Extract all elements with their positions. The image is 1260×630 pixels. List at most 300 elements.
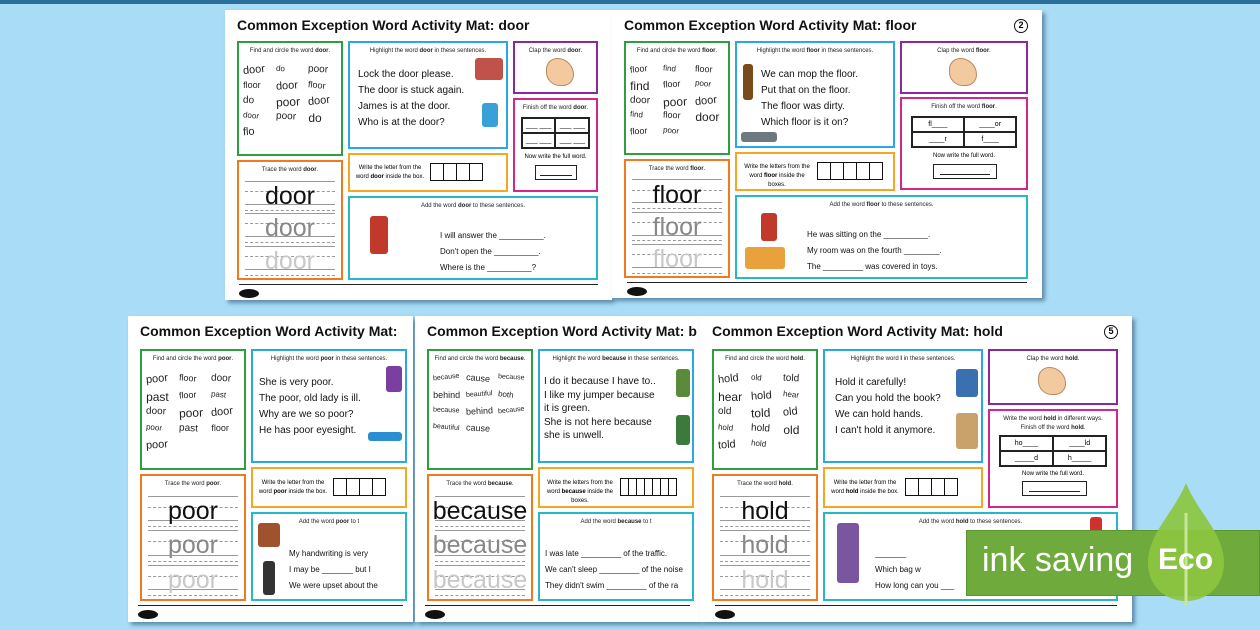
ink-saving-label: ink saving	[982, 541, 1134, 579]
sentence[interactable]: Can you hold the book?	[835, 393, 941, 404]
add-sentences	[289, 546, 378, 594]
sentence[interactable]: Why are we so poor?	[259, 409, 354, 420]
trace-word[interactable]: floor	[652, 180, 702, 209]
sentence[interactable]: The _________ was covered in toys.	[807, 262, 938, 272]
sentence[interactable]: she is unwell.	[544, 430, 605, 441]
label-part: Trace the word	[164, 481, 207, 487]
trace-word[interactable]: hold	[741, 531, 789, 560]
cloud-word[interactable]: door	[695, 110, 720, 125]
finish-cell[interactable]: ____ld	[1053, 436, 1106, 451]
guide-line-dashed	[148, 561, 238, 562]
mop-clipart	[743, 64, 753, 100]
label-part: .	[316, 167, 319, 173]
write-letters-section	[823, 467, 983, 508]
find-and-circle-section	[427, 349, 533, 470]
trace-word[interactable]: hold	[741, 496, 789, 525]
instruction-label	[990, 356, 1116, 362]
finish-cell[interactable]: h_____	[1053, 451, 1106, 466]
label-part: because	[561, 488, 586, 495]
trace-word[interactable]: door	[264, 214, 316, 243]
sentence[interactable]: She is very poor.	[259, 377, 334, 388]
sentence[interactable]: I can't hold it anymore.	[835, 425, 936, 436]
label-part: Trace the word	[261, 167, 304, 173]
instruction-label	[714, 481, 816, 487]
find-and-circle-section	[712, 349, 818, 470]
label-part: in these sentences.	[432, 48, 487, 54]
instruction-label	[515, 48, 596, 54]
hand-writing-clipart	[258, 523, 280, 547]
letter-box[interactable]	[333, 478, 347, 496]
trace-word[interactable]: because	[432, 531, 528, 560]
letter-box[interactable]	[456, 163, 470, 181]
cloud-word[interactable]: behind	[465, 405, 493, 417]
label-part: Write the word	[1003, 416, 1044, 422]
finish-cell[interactable]: ho____	[1000, 436, 1053, 451]
label-part: .	[580, 48, 583, 54]
sentence[interactable]: My room was on the fourth ________.	[807, 246, 942, 256]
cloud-word[interactable]: do	[308, 110, 322, 125]
label-part: poor	[335, 519, 350, 525]
cloud-word[interactable]: floor	[211, 422, 229, 433]
twinkl-logo	[138, 610, 158, 619]
label-part: Clap the word	[1026, 356, 1066, 362]
boy-suit-clipart	[263, 561, 275, 595]
find-and-circle-section	[237, 41, 343, 156]
label-part: because	[602, 356, 627, 362]
cloud-word[interactable]: find	[662, 63, 677, 74]
cloud-word[interactable]: behind	[433, 389, 461, 400]
trace-word[interactable]: door	[264, 246, 316, 275]
label-part: Write the letters from the word	[546, 479, 613, 495]
trace-word[interactable]: door	[264, 181, 316, 210]
finish-cell[interactable]: ___ ___	[522, 118, 556, 133]
sentence[interactable]: James is at the door.	[358, 101, 451, 112]
cloud-word[interactable]: poor	[178, 405, 204, 421]
label-part: floor	[975, 48, 990, 54]
sentence[interactable]: I was late _________ of the traffic.	[545, 549, 668, 559]
label-part: Write the letter from the word	[258, 479, 325, 495]
letter-box[interactable]	[443, 163, 457, 181]
cloud-word[interactable]: poor	[662, 94, 688, 110]
house-car-clipart	[475, 58, 503, 80]
label-part: Add the word	[918, 519, 956, 525]
label-part: Highlight the word	[270, 356, 321, 362]
guide-line-dashed	[720, 595, 810, 596]
trace-word[interactable]: because	[432, 565, 528, 594]
highlight-section	[348, 41, 508, 149]
label-part: because	[499, 356, 524, 362]
cloud-word[interactable]: find	[630, 79, 650, 94]
cloud-word[interactable]: flo	[242, 125, 256, 139]
instruction-label	[990, 425, 1116, 431]
label-part: door	[419, 48, 433, 54]
now-write-label: Now write the full word.	[932, 153, 996, 159]
highlight-section	[823, 349, 983, 463]
cloud-word[interactable]: floor	[178, 389, 197, 401]
label-part: .	[989, 48, 991, 54]
cloud-word[interactable]: floor	[307, 78, 327, 91]
grandma-bags-clipart	[837, 523, 859, 583]
write-letters-section	[251, 467, 407, 508]
label-part: Finish off the word	[931, 104, 982, 110]
letter-box[interactable]	[931, 478, 945, 496]
trace-word[interactable]: because	[432, 496, 528, 525]
sentence[interactable]: I like my jumper because	[544, 389, 655, 401]
cloud-word[interactable]: beautiful	[432, 422, 460, 432]
cloud-word[interactable]: hear	[782, 388, 800, 400]
finish-grid	[521, 117, 591, 149]
letter-box[interactable]	[346, 478, 360, 496]
cloud-word[interactable]: because	[498, 405, 526, 416]
eyes-clipart	[368, 432, 402, 441]
cloud-word[interactable]: door	[694, 93, 718, 108]
cloud-word[interactable]: poor	[275, 94, 301, 110]
sentence[interactable]: He was sitting on the __________.	[807, 230, 931, 240]
cloud-word[interactable]: hold	[717, 372, 740, 387]
cloud-word[interactable]: old	[717, 405, 732, 418]
instruction-label	[258, 479, 328, 497]
finish-cell[interactable]: ____or	[964, 117, 1016, 132]
label-part: in different ways.	[1056, 416, 1103, 422]
label-part: because	[617, 519, 642, 525]
sentence[interactable]: My handwriting is very	[289, 549, 369, 559]
activity-mat-because	[415, 316, 700, 622]
cloud-word[interactable]: door	[211, 372, 232, 385]
girl-clipart	[676, 415, 690, 445]
trace-word[interactable]: poor	[167, 531, 219, 560]
letter-box[interactable]	[869, 162, 883, 180]
eco-label: Eco	[1158, 543, 1214, 576]
label-part: because	[487, 481, 512, 487]
instruction-label	[714, 356, 816, 362]
cloud-word[interactable]: cause	[465, 421, 491, 434]
finish-cell[interactable]: ___ ___	[522, 133, 556, 148]
highlight-sentences	[358, 67, 464, 131]
finish-cell[interactable]: f____	[964, 132, 1016, 147]
label-part: poor	[206, 481, 220, 487]
letter-boxes	[817, 162, 882, 180]
instruction-label	[540, 519, 692, 525]
sentence[interactable]: Which floor is it on?	[761, 117, 849, 128]
label-part: inside the boxes.	[768, 173, 805, 189]
boy-reading-clipart	[676, 369, 690, 397]
full-word-box[interactable]	[933, 164, 997, 179]
label-part: Find and circle the word	[725, 356, 791, 362]
letter-box[interactable]	[944, 478, 958, 496]
guide-line-dashed	[435, 595, 525, 596]
cloud-word[interactable]: because	[498, 373, 525, 383]
trace-word[interactable]: poor	[167, 565, 219, 594]
full-word-box[interactable]	[1022, 481, 1088, 496]
letter-box[interactable]	[817, 162, 831, 180]
label-part: floor	[763, 173, 778, 180]
label-part: Highlight the word	[756, 48, 807, 54]
letter-boxes	[905, 478, 957, 496]
find-and-circle-section	[140, 349, 246, 470]
letter-box[interactable]	[856, 162, 870, 180]
label-part: in these sentences.	[333, 356, 388, 362]
label-part: .	[1083, 425, 1086, 431]
now-write-label: Now write the full word.	[524, 154, 587, 160]
letter-box[interactable]	[830, 162, 844, 180]
page-number: 2	[1014, 19, 1028, 33]
cloud-word[interactable]: past	[210, 389, 227, 400]
cloud-word[interactable]: find	[629, 109, 644, 120]
instruction-label	[540, 356, 692, 362]
clapping-hands-icon	[546, 58, 574, 86]
finish-cell[interactable]: _____d	[1000, 451, 1053, 466]
sentence[interactable]: it is green.	[544, 403, 591, 414]
label-part: Find and circle the word	[636, 48, 703, 54]
instruction-label	[429, 481, 531, 487]
boy-clipart	[761, 213, 777, 241]
sentence[interactable]: I will answer the __________.	[440, 231, 546, 241]
clapping-hands-icon	[949, 58, 977, 86]
sentence[interactable]: I may be _______ but I	[289, 565, 371, 575]
add-sentences	[440, 228, 546, 276]
cloud-word[interactable]: hear	[718, 389, 743, 404]
label-part: .	[703, 166, 706, 172]
cloud-word[interactable]: hold	[750, 422, 770, 435]
cloud-word[interactable]: past	[146, 389, 169, 404]
label-part: door	[573, 105, 587, 111]
letter-box[interactable]	[918, 478, 932, 496]
label-part: Trace the word	[737, 481, 779, 487]
sentence[interactable]: We can hold hands.	[835, 409, 924, 420]
instruction-label	[253, 356, 405, 362]
cloud-word[interactable]: door	[210, 405, 234, 420]
cloud-word[interactable]: poor	[145, 372, 169, 387]
label-part: door	[303, 167, 317, 173]
sentence[interactable]: The floor was dirty.	[761, 101, 845, 112]
label-part: Add the word	[829, 202, 867, 208]
cloud-word[interactable]: told	[783, 372, 800, 385]
cloud-word[interactable]: old	[783, 422, 800, 437]
sentence[interactable]: We were upset about the	[289, 581, 378, 591]
label-part: door	[370, 174, 384, 181]
guide-line-dashed	[435, 561, 525, 562]
sentence[interactable]: Who is at the door?	[358, 117, 445, 128]
letter-box[interactable]	[668, 478, 677, 496]
cloud-word[interactable]: door	[242, 110, 260, 121]
sentence[interactable]: _______	[875, 549, 907, 559]
twinkl-logo	[627, 287, 647, 296]
cloud-word[interactable]: floor	[178, 372, 197, 385]
sentence[interactable]: The door is stuck again.	[358, 85, 465, 96]
sentence[interactable]: The poor, old lady is ill.	[259, 393, 361, 404]
cloud-word[interactable]: door	[275, 78, 299, 93]
trace-section	[237, 160, 343, 280]
cloud-word[interactable]: both	[497, 388, 515, 400]
clapping-hands-icon	[1038, 367, 1066, 395]
label-part: hold	[1071, 425, 1084, 431]
label-part: Find and circle the word	[152, 356, 219, 362]
cloud-word[interactable]: hold	[750, 438, 767, 449]
cloud-word[interactable]: floor	[629, 63, 649, 75]
cloud-word[interactable]: floor	[662, 78, 681, 90]
finish-cell[interactable]: ____r	[912, 132, 964, 147]
sentence[interactable]: Hold it carefully!	[835, 377, 907, 388]
cloud-word[interactable]: past	[178, 422, 198, 435]
cloud-word[interactable]: poor	[145, 438, 169, 452]
sentence[interactable]: I do it because I have to..	[544, 376, 656, 387]
instruction-label	[429, 356, 531, 362]
highlight-sentences	[544, 375, 656, 443]
cloud-word[interactable]: floor	[243, 79, 261, 90]
sentence[interactable]: She is not here because	[544, 416, 652, 428]
sentence[interactable]: Which bag w	[875, 565, 921, 575]
trace-section	[427, 474, 533, 601]
label-part: floor	[702, 48, 716, 54]
label-part: Clap the word	[528, 48, 568, 54]
instruction-label	[825, 519, 1116, 525]
cloud-word[interactable]: because	[432, 373, 460, 383]
cloud-word[interactable]: poor	[275, 110, 297, 123]
cloud-word[interactable]: hold	[717, 421, 734, 433]
label-part: Add the word	[420, 203, 458, 209]
label-part: Finish off the word	[1020, 425, 1072, 431]
cloud-word[interactable]: cause	[465, 372, 491, 385]
trace-section	[140, 474, 246, 601]
letter-box[interactable]	[843, 162, 857, 180]
cloud-word[interactable]: old	[782, 405, 799, 419]
cloud-word[interactable]: door	[307, 94, 331, 109]
label-part: Trace the word	[446, 481, 488, 487]
highlight-sentences	[761, 67, 858, 131]
write-letters-section	[735, 152, 895, 191]
sentence[interactable]: We can mop the floor.	[761, 69, 859, 80]
label-part: hold	[790, 356, 804, 362]
clap-section	[988, 349, 1118, 405]
label-part: floor	[806, 48, 820, 54]
finish-cell[interactable]: ___ ___	[555, 118, 589, 133]
sentence[interactable]: We can't sleep _________ of the noise	[545, 565, 683, 575]
sentence[interactable]: He has poor eyesight.	[259, 425, 357, 436]
sentence[interactable]: How long can you ___	[875, 581, 955, 591]
sentence[interactable]: Lock the door please.	[358, 69, 454, 80]
add-sentences	[875, 546, 954, 594]
label-part: .	[586, 105, 589, 111]
label-part: poor	[218, 356, 232, 362]
cloud-word[interactable]: floor	[629, 124, 648, 137]
highlight-section	[538, 349, 694, 463]
label-part: to these sentences.	[471, 203, 526, 209]
trace-word[interactable]: floor	[652, 212, 702, 241]
label-part: Write the letter from the word	[355, 165, 422, 181]
cloud-word[interactable]: floor	[695, 63, 714, 75]
label-part: Highlight the word	[850, 356, 901, 362]
cloud-word[interactable]: poor	[308, 63, 329, 76]
letter-box[interactable]	[359, 478, 373, 496]
sentence[interactable]: Don't open the __________.	[440, 247, 541, 257]
sentence[interactable]: They didn't swim _________ of the ra	[545, 581, 679, 591]
cloud-word[interactable]: because	[432, 406, 460, 415]
mat-title: Common Exception Word Activity Mat: hold	[712, 323, 1003, 339]
finish-cell[interactable]: fl____	[912, 117, 964, 132]
label-part: Highlight the word	[369, 48, 420, 54]
label-part: poor	[273, 488, 287, 495]
instruction-label	[742, 163, 812, 190]
footer-rule	[425, 605, 690, 606]
twinkl-logo	[239, 289, 259, 298]
cloud-word[interactable]: floor	[662, 109, 681, 121]
label-part: Highlight the word	[552, 356, 603, 362]
finish-cell[interactable]: ___ ___	[555, 133, 589, 148]
trace-section	[624, 159, 730, 278]
mat-title: Common Exception Word Activity Mat: door	[237, 17, 530, 33]
cloud-word[interactable]: door	[629, 94, 651, 107]
instruction-label	[626, 48, 728, 54]
cloud-word[interactable]: told	[717, 438, 737, 452]
label-part: in these sentences.	[819, 48, 874, 54]
label-part: inside the box.	[858, 488, 899, 495]
label-part: floor	[981, 104, 996, 110]
cloud-word[interactable]: poor	[662, 124, 680, 136]
letter-box[interactable]	[469, 163, 483, 181]
cloud-word[interactable]: old	[750, 372, 762, 383]
cloud-word[interactable]: do	[242, 95, 255, 107]
footer-rule	[715, 605, 1117, 606]
front-door-clipart	[370, 216, 388, 254]
trace-word[interactable]: hold	[741, 565, 789, 594]
building-clipart	[741, 132, 777, 142]
clap-section	[513, 41, 598, 94]
cloud-word[interactable]: told	[750, 405, 771, 421]
label-part: to t	[349, 519, 360, 525]
label-part: .	[803, 356, 805, 362]
letter-boxes	[333, 478, 385, 496]
instruction-label	[142, 356, 244, 362]
lady-clipart	[386, 366, 402, 392]
letter-boxes	[430, 163, 482, 181]
highlight-sentences	[835, 375, 941, 439]
letter-box[interactable]	[905, 478, 919, 496]
label-part: inside the boxes.	[571, 488, 614, 504]
instruction-label	[737, 48, 893, 54]
trace-word[interactable]: poor	[167, 496, 219, 525]
label-part: Add the word	[580, 519, 618, 525]
mat-title: Common Exception Word Activity Mat: floor	[624, 17, 917, 33]
cloud-word[interactable]: beautiful	[465, 389, 493, 399]
label-part: Trace the word	[648, 166, 691, 172]
add-word-section	[735, 195, 1028, 279]
footer-rule	[239, 284, 599, 285]
sentence[interactable]: Put that on the floor.	[761, 85, 851, 96]
now-write-label: Now write the full word.	[1021, 471, 1085, 477]
letter-box[interactable]	[430, 163, 444, 181]
cloud-word[interactable]: do	[275, 63, 286, 74]
instruction-label	[355, 164, 425, 182]
cloud-word[interactable]: poor	[694, 78, 712, 90]
cloud-word[interactable]: door	[145, 405, 167, 418]
cloud-word[interactable]: hold	[750, 389, 772, 403]
cloud-word[interactable]: poor	[145, 421, 163, 433]
full-word-box[interactable]	[535, 165, 577, 180]
highlight-section	[735, 41, 895, 148]
clap-section	[900, 41, 1028, 94]
label-part: .	[523, 356, 526, 362]
finish-word-section	[988, 409, 1118, 508]
label-part: I	[900, 356, 902, 362]
top-edge	[0, 0, 1260, 4]
letter-box[interactable]	[372, 478, 386, 496]
letter-boxes	[620, 478, 676, 496]
instruction-label	[350, 203, 596, 209]
sentence[interactable]: Where is the __________?	[440, 263, 537, 273]
cloud-word[interactable]: door	[242, 63, 266, 78]
write-letters-section	[538, 467, 694, 508]
trace-word[interactable]: floor	[652, 244, 702, 273]
